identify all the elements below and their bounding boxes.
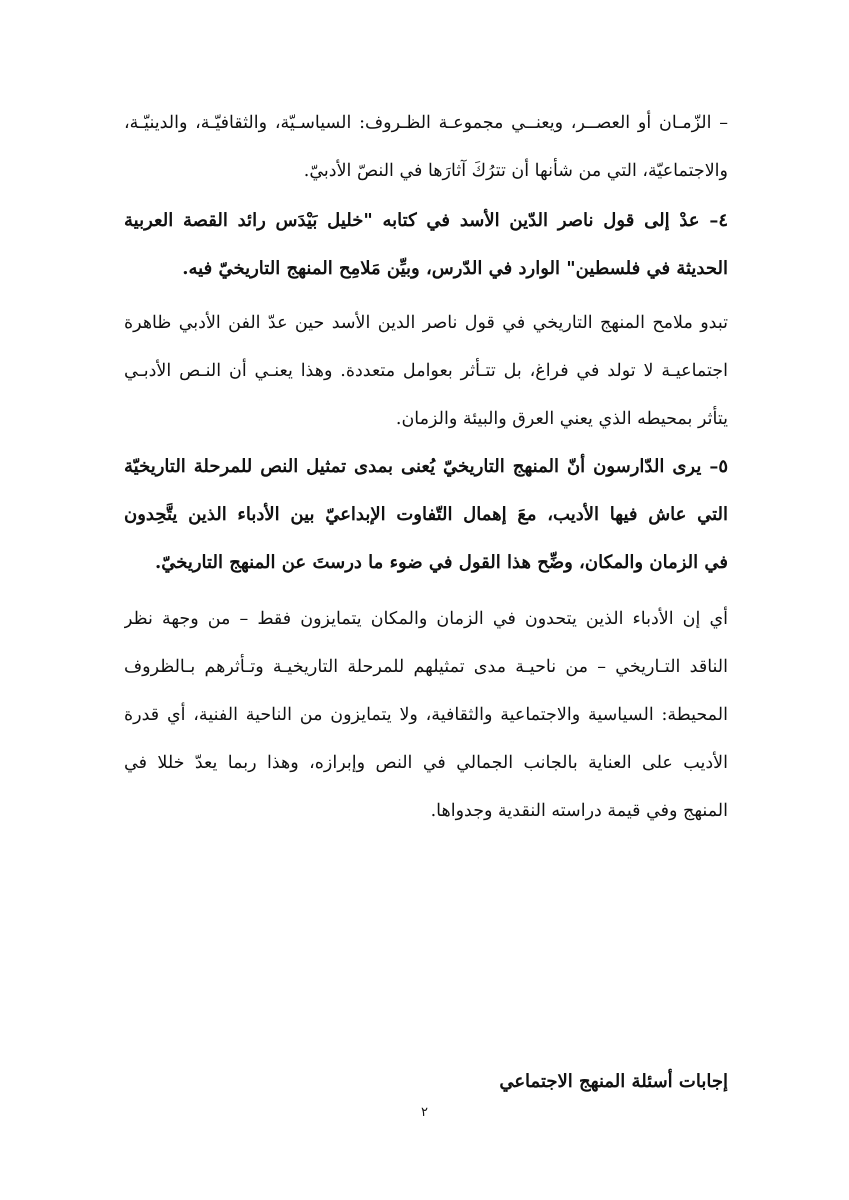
- text-line: المحيطة: السياسية والاجتماعية والثقافية، ولا يتمايزون من الناحية الفنية، أي قدرة: [124, 705, 728, 725]
- text-line: المنهج وفي قيمة دراسته النقدية وجدواها.: [430, 801, 728, 821]
- paragraph-time-era: [124, 99, 728, 195]
- text-line: الناقد التـاريخي – من ناحيـة مدى تمثيلهم للمرحلة التاريخيـة وتـأثرهم بـالظروف: [124, 657, 728, 677]
- answer-4: [124, 299, 728, 443]
- text-line: – الزّمـان أو العصــر، ويعنــي مجموعـة الظـروف: السياسـيّة، والثقافيّـة، والدينيّـة،: [124, 113, 728, 133]
- question-5: [124, 443, 728, 587]
- page-number: ٢: [421, 1105, 428, 1120]
- question-4: [124, 197, 728, 293]
- text-line: اجتماعيـة لا تولد في فراغ، بل تتـأثر بعوامل متعددة. وهذا يعنـي أن النـص الأدبـي: [124, 361, 728, 381]
- text-line: الحديثة في فلسطين" الوارد في الدّرس، وبيِّن مَلامِح المنهج التاريخيّ فيه.: [182, 258, 728, 279]
- text-line: ٥– يرى الدّارسون أنّ المنهج التاريخيّ يُعنى بمدى تمثيل النص للمرحلة التاريخيّة: [124, 456, 728, 477]
- text-line: يتأثر بمحيطه الذي يعني العرق والبيئة والزمان.: [395, 409, 728, 429]
- text-line: الأديب على العناية بالجانب الجمالي في النص وإبرازه، وهذا ربما يعدّ خللا في: [124, 753, 728, 773]
- text-line: والاجتماعيّة، التي من شأنها أن تترُكَ آثارَها في النصّ الأدبيّ.: [303, 161, 728, 181]
- text-line: ٤– عدْ إلى قول ناصر الدّين الأسد في كتابه "خليل بَيْدَس رائد القصة العربية: [124, 210, 728, 231]
- text-line: التي عاش فيها الأديب، معَ إهمال التّفاوت الإبداعيّ بين الأدباء الذين يتَّحِدون: [124, 504, 728, 525]
- text-line: في الزمان والمكان، وضِّح هذا القول في ضوء ما درستَ عن المنهج التاريخيّ.: [154, 552, 728, 573]
- section-heading: إجابات أسئلة المنهج الاجتماعي: [499, 1071, 728, 1092]
- text-line: تبدو ملامح المنهج التاريخي في قول ناصر الدين الأسد حين عدّ الفن الأدبي ظاهرة: [124, 313, 728, 333]
- answer-5: [124, 595, 728, 835]
- text-line: أي إن الأدباء الذين يتحدون في الزمان والمكان يتمايزون فقط – من وجهة نظر: [124, 609, 728, 629]
